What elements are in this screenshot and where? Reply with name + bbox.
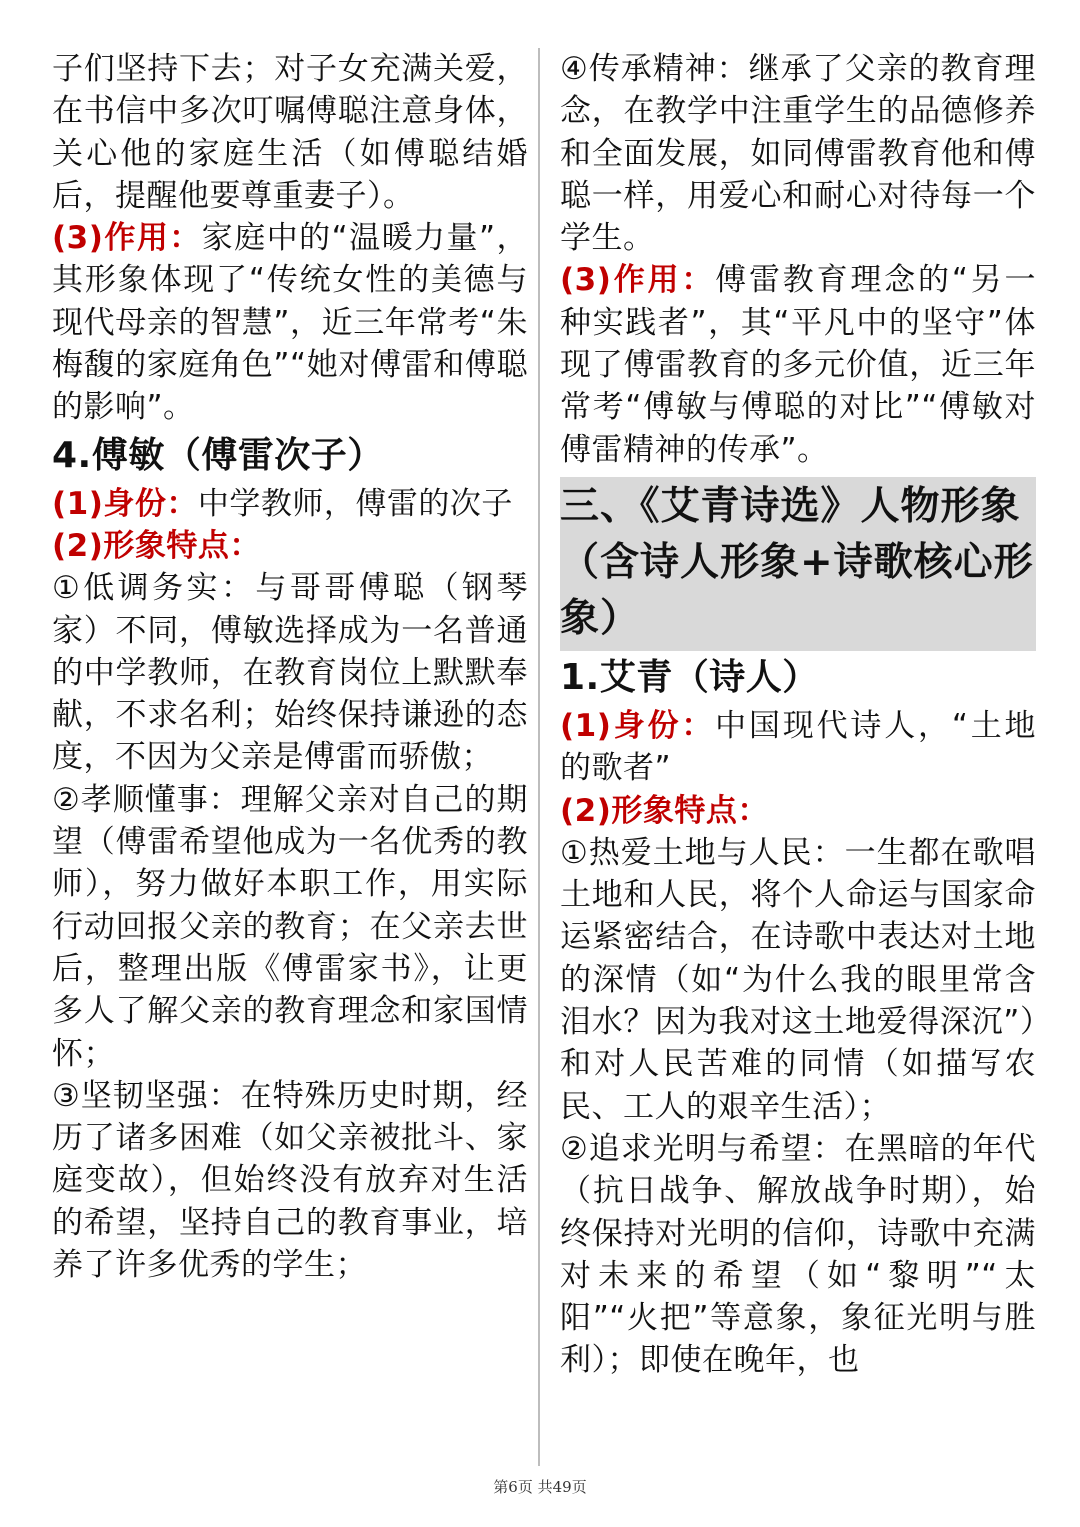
label-identity: (1)身份： xyxy=(560,707,716,744)
label-function: (3)作用： xyxy=(560,262,716,299)
section-heading: 4.傅敏（傅雷次子） xyxy=(52,434,384,476)
page-number: 第6页 共49页 xyxy=(493,1478,587,1496)
paragraph: ③坚韧坚强：在特殊历史时期，经历了诸多困难（如父亲被批斗、家庭变故），但始终没有放弃对生活的希望，坚持自己的教育事业，培养了许多优秀的学生； xyxy=(52,1077,528,1284)
paragraph: ②追求光明与希望：在黑暗的年代（抗日战争、解放战争时期），始终保持对光明的信仰，诗歌中充满对未来的希望（如“黎明”“太阳”“火把”等意象，象征光明与胜利）；即使在晚年，也 xyxy=(560,1130,1036,1379)
right-column xyxy=(560,48,1036,1382)
paragraph xyxy=(52,217,528,428)
section-heading: 1.艾青（诗人） xyxy=(560,656,819,698)
paragraph-text: 中国现代诗人，“土地的歌者” xyxy=(560,707,1037,787)
paragraph-text: 傅雷教育理念的“另一种实践者”，其“平凡中的坚守”体现了傅雷教育的多元价值，近三年常考“傅敏与傅聪的对比”“傅敏对傅雷精神的传承”。 xyxy=(560,262,1037,468)
paragraph xyxy=(52,483,528,525)
paragraph: 子们坚持下去；对子女充满关爱，在书信中多次叮嘱傅聪注意身体，关心他的家庭生活（如傅聪结婚后，提醒他要尊重妻子）。 xyxy=(52,51,528,214)
paragraph: ①低调务实：与哥哥傅聪（钢琴家）不同，傅敏选择成为一名普通的中学教师，在教育岗位上默默奉献，不求名利；始终保持谦逊的态度，不因为父亲是傅雷而骄傲； xyxy=(52,570,528,776)
left-column xyxy=(52,48,528,1286)
label-function: (3)作用： xyxy=(52,220,202,257)
paragraph xyxy=(560,705,1036,790)
label-features: (2)形象特点： xyxy=(560,792,769,829)
column-divider xyxy=(538,48,540,1466)
paragraph-text: 家庭中的“温暖力量”，其形象体现了“传统女性的美德与现代母亲的智慧”，近三年常考“朱梅馥的家庭角色”“她对傅雷和傅聪的影响”。 xyxy=(52,220,529,426)
paragraph xyxy=(560,259,1036,470)
paragraph: ④传承精神：继承了父亲的教育理念，在教学中注重学生的品德修养和全面发展，如同傅雷教育他和傅聪一样，用爱心和耐心对待每一个学生。 xyxy=(560,51,1036,257)
label-identity: (1)身份： xyxy=(52,485,198,522)
label-features: (2)形象特点： xyxy=(52,527,261,564)
paragraph-text: 中学教师，傅雷的次子 xyxy=(197,485,513,522)
paragraph: ①热爱土地与人民：一生都在歌唱土地和人民，将个人命运与国家命运紧密结合，在诗歌中表达对土地的深情（如“为什么我的眼里常含泪水？因为我对这土地爱得深沉”）和对人民苦难的同情（如描写农民、工人的艰辛生活）； xyxy=(560,834,1036,1125)
paragraph: ②孝顺懂事：理解父亲对自己的期望（傅雷希望他成为一名优秀的教师），努力做好本职工作，用实际行动回报父亲的教育；在父亲去世后，整理出版《傅雷家书》，让更多人了解父亲的教育理念和家国情怀； xyxy=(52,781,528,1072)
chapter-heading: 三、《艾青诗选》人物形象（含诗人形象+诗歌核心形象） xyxy=(560,477,1036,651)
